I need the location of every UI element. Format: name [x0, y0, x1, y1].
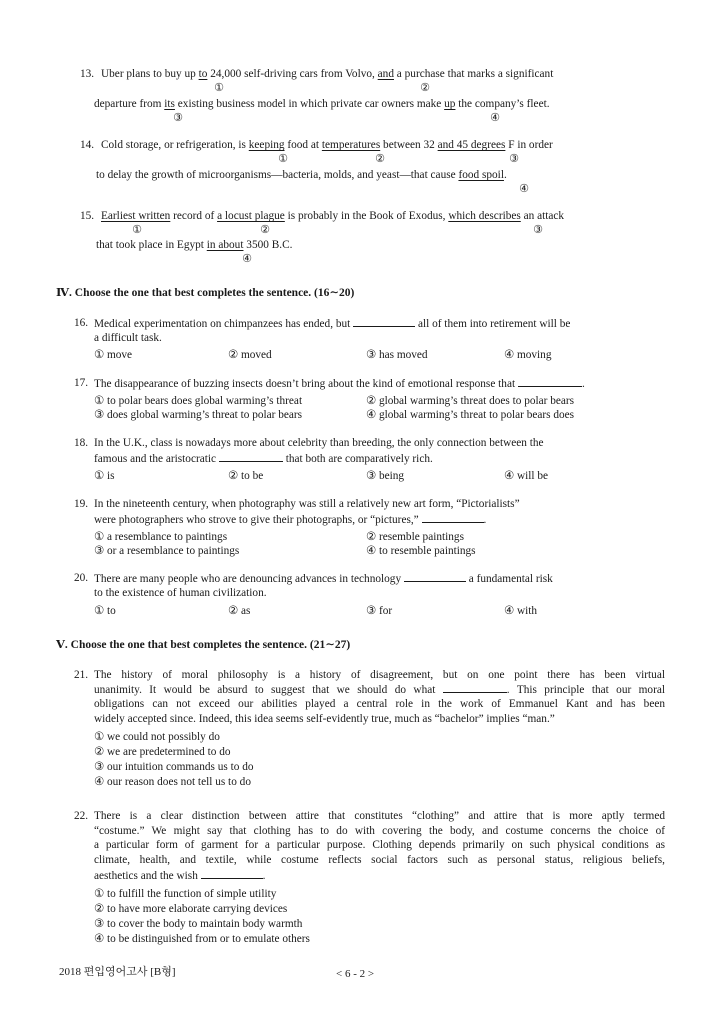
- q13-marker-1: ①: [214, 82, 224, 94]
- q21-option-4[interactable]: ④ our reason does not tell us to do: [94, 776, 251, 788]
- q15-marker-1: ①: [132, 224, 142, 236]
- q16-line1: Medical experimentation on chimpanzees has ended, but all of them into retirement will be: [94, 318, 571, 330]
- q16-option-2[interactable]: ② moved: [228, 349, 272, 361]
- q13-line1: Uber plans to buy up to 24,000 self-driving cars from Volvo, and a purchase that marks a significant: [101, 68, 554, 80]
- q18-option-3[interactable]: ③ being: [366, 470, 405, 482]
- q20-blank: [404, 571, 466, 582]
- q13-number: 13.: [80, 68, 95, 80]
- q17-option-1[interactable]: ① to polar bears does global warming’s threat: [94, 395, 303, 407]
- q18-option-4[interactable]: ④ will be: [504, 470, 549, 482]
- q14-marker-4: ④: [519, 183, 529, 195]
- q19-line2: were photographers who strove to give their photographs, or “pictures,” .: [94, 514, 487, 526]
- q21-line4: widely accepted since. Indeed, this idea seems self-evidently true, much as “bachelor” implies “man.”: [94, 713, 555, 725]
- q21-option-1[interactable]: ① we could not possibly do: [94, 731, 220, 743]
- q15-underline-3: which describes: [448, 210, 521, 222]
- q20-line1: There are many people who are denouncing advances in technology a fundamental risk: [94, 573, 553, 585]
- q19-number: 19.: [74, 498, 89, 510]
- q16-option-1[interactable]: ① move: [94, 349, 133, 361]
- q19-option-1[interactable]: ① a resemblance to paintings: [94, 531, 228, 543]
- q18-option-2[interactable]: ② to be: [228, 470, 264, 482]
- q16-option-4[interactable]: ④ moving: [504, 349, 552, 361]
- q13-underline-4: up: [444, 98, 456, 110]
- q22-line2: “costume.” We might say that clothing has to do with covering the body, and costume concerns the choice of: [94, 825, 665, 837]
- section-iv-heading: Ⅳ. Choose the one that best completes the sentence. (16∼20): [56, 287, 355, 299]
- q19-blank: [422, 512, 484, 523]
- q22-option-3[interactable]: ③ to cover the body to maintain body warmth: [94, 918, 303, 930]
- q21-option-2[interactable]: ② we are predetermined to do: [94, 746, 231, 758]
- footer-page-number: < 6 - 2 >: [336, 968, 375, 980]
- q22-option-4[interactable]: ④ to be distinguished from or to emulate others: [94, 933, 310, 945]
- q18-number: 18.: [74, 437, 89, 449]
- q22-option-1[interactable]: ① to fulfill the function of simple utility: [94, 888, 277, 900]
- q13-marker-3: ③: [173, 112, 183, 124]
- q15-marker-4: ④: [242, 253, 252, 265]
- q22-line3: a particular form of garment for a particular purpose. Clothing depends primarily on such physical conditions as: [94, 839, 665, 851]
- q15-underline-1: Earliest written: [101, 210, 171, 222]
- footer-exam-title: 2018 편입영어고사 [B형]: [59, 966, 176, 978]
- q17-option-2[interactable]: ② global warming’s threat does to polar bears: [366, 395, 575, 407]
- q20-option-4[interactable]: ④ with: [504, 605, 538, 617]
- q13-underline-1: to: [198, 68, 208, 80]
- q17-number: 17.: [74, 377, 89, 389]
- q22-option-2[interactable]: ② to have more elaborate carrying devices: [94, 903, 288, 915]
- q15-marker-3: ③: [533, 224, 543, 236]
- q19-line1: In the nineteenth century, when photography was still a relatively new art form, “Pictorialists”: [94, 498, 520, 510]
- q22-number: 22.: [74, 810, 89, 822]
- q14-underline-2: temperatures: [321, 139, 381, 151]
- q21-line2: unanimity. It would be absurd to suggest that we should do what . This principle that our moral: [94, 684, 665, 696]
- q13-marker-4: ④: [490, 112, 500, 124]
- q21-line3: obligations can not exceed our abilities played a central role in the work of Emmanuel Kant and has been: [94, 698, 665, 710]
- q21-blank: [443, 682, 507, 693]
- q22-line4: climate, health, and textile, while costume reflects social factors such as personal status, religious beliefs,: [94, 854, 665, 866]
- q14-marker-2: ②: [375, 153, 385, 165]
- q14-underline-1: keeping: [248, 139, 285, 151]
- section-v-heading: Ⅴ. Choose the one that best completes the sentence. (21∼27): [56, 639, 351, 651]
- q16-line2: a difficult task.: [94, 332, 162, 344]
- q20-option-2[interactable]: ② as: [228, 605, 251, 617]
- q20-option-1[interactable]: ① to: [94, 605, 116, 617]
- q15-number: 15.: [80, 210, 95, 222]
- q14-line2: to delay the growth of microorganisms—bacteria, molds, and yeast—that cause food spoil.: [96, 169, 507, 181]
- q18-line1: In the U.K., class is nowadays more about celebrity than breeding, the only connection between the: [94, 437, 544, 449]
- q21-option-3[interactable]: ③ our intuition commands us to do: [94, 761, 254, 773]
- q20-number: 20.: [74, 572, 89, 584]
- q16-blank: [353, 316, 415, 327]
- q15-underline-4: in about: [206, 239, 244, 251]
- q14-underline-4: food spoil: [458, 169, 504, 181]
- q16-number: 16.: [74, 317, 89, 329]
- q16-option-3[interactable]: ③ has moved: [366, 349, 428, 361]
- q14-marker-3: ③: [509, 153, 519, 165]
- q22-line1: There is a clear distinction between attire that constitutes “clothing” and attire that is more aptly termed: [94, 810, 665, 822]
- q14-underline-3: and 45 degrees: [437, 139, 506, 151]
- q18-option-1[interactable]: ① is: [94, 470, 115, 482]
- q13-line2: departure from its existing business model in which private car owners make up the company’s fleet.: [94, 98, 550, 110]
- q15-line1: Earliest written record of a locust plague is probably in the Book of Exodus, which describes an attack: [101, 210, 565, 222]
- q20-option-3[interactable]: ③ for: [366, 605, 393, 617]
- q18-blank: [219, 451, 283, 462]
- q15-marker-2: ②: [260, 224, 270, 236]
- q19-option-4[interactable]: ④ to resemble paintings: [366, 545, 476, 557]
- q19-option-2[interactable]: ② resemble paintings: [366, 531, 464, 543]
- q13-underline-3: its: [164, 98, 175, 110]
- q17-option-4[interactable]: ④ global warming’s threat to polar bears does: [366, 409, 575, 421]
- q13-marker-2: ②: [420, 82, 430, 94]
- q17-blank: [518, 376, 582, 387]
- q15-line2: that took place in Egypt in about 3500 B.C.: [96, 239, 293, 251]
- q21-line1: The history of moral philosophy is a history of disagreement, but on one point there has been virtual: [94, 669, 665, 681]
- q21-number: 21.: [74, 669, 89, 681]
- q22-line5: aesthetics and the wish .: [94, 870, 266, 882]
- q19-option-3[interactable]: ③ or a resemblance to paintings: [94, 545, 240, 557]
- q17-line1: The disappearance of buzzing insects doesn’t bring about the kind of emotional response that .: [94, 378, 585, 390]
- q14-line1: Cold storage, or refrigeration, is keeping food at temperatures between 32 and 45 degrees F in order: [101, 139, 553, 151]
- q18-line2: famous and the aristocratic that both are comparatively rich.: [94, 453, 433, 465]
- q22-blank: [201, 868, 263, 879]
- q14-number: 14.: [80, 139, 95, 151]
- q15-underline-2: a locust plague: [217, 210, 285, 222]
- q20-line2: to the existence of human civilization.: [94, 587, 267, 599]
- q13-underline-2: and: [377, 68, 394, 80]
- q17-option-3[interactable]: ③ does global warming’s threat to polar bears: [94, 409, 303, 421]
- q14-marker-1: ①: [278, 153, 288, 165]
